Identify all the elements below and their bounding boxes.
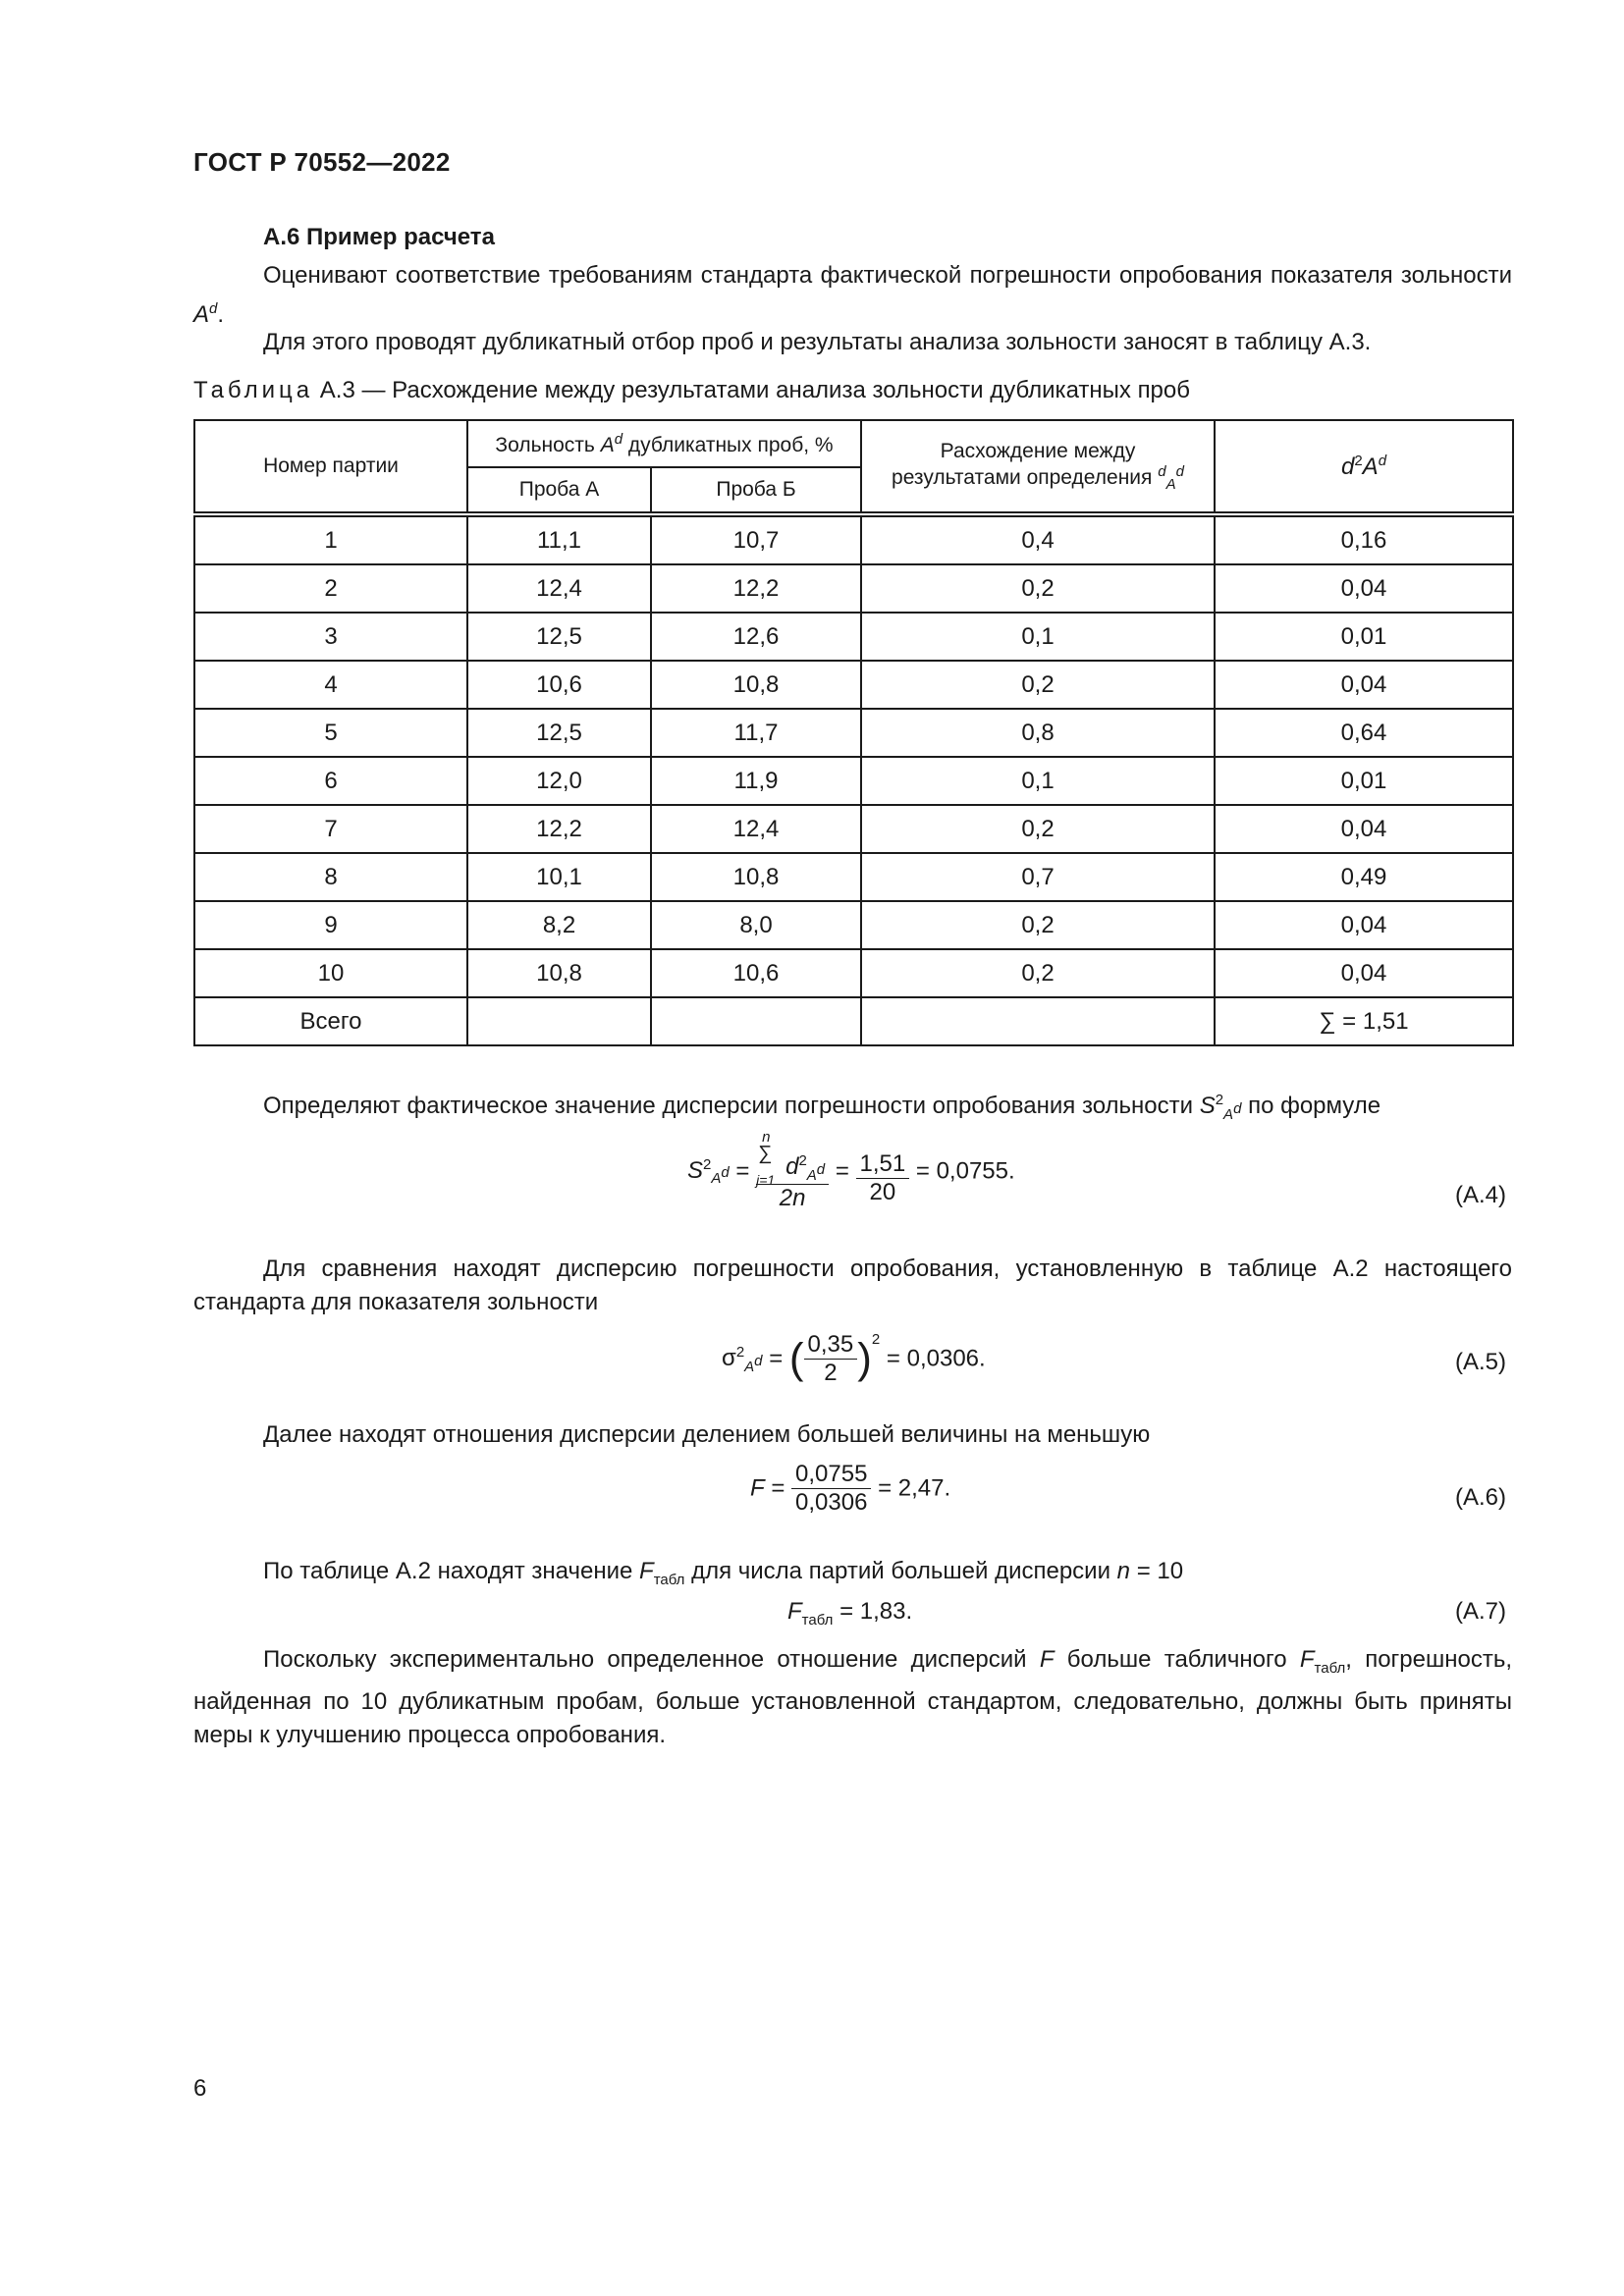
header-squared: $d^2A^d$ [1215, 420, 1513, 512]
table-cell-d2: 0,04 [1215, 661, 1513, 709]
table-cell-n: 2 [194, 564, 467, 613]
formula-a5: $\sigma^2_{A^d}$ = ( $\frac{0,35}{2}$ )$^2$ = 0,0306. [722, 1331, 986, 1387]
table-cell-a: 10,1 [467, 853, 651, 901]
table-cell-d2: 0,04 [1215, 564, 1513, 613]
page-number: 6 [193, 2075, 207, 2102]
table-caption: Таблица А.3 — Расхождение между результатами анализа зольности дубликатных проб [193, 377, 1190, 403]
table-body [194, 516, 1513, 1045]
formula-a4-number: (А.4) [1455, 1182, 1507, 1208]
table-row [194, 516, 1513, 564]
dispersion-paragraph: Определяют фактическое значение дисперсии погрешности опробования зольности $S^2_{A^d}$ по формуле [263, 1092, 1381, 1123]
total-empty-cell [651, 997, 861, 1045]
results-table [193, 419, 1514, 1046]
table-cell-b: 10,6 [651, 949, 861, 997]
table-cell-d: 0,1 [861, 613, 1215, 661]
total-label: Всего [194, 997, 467, 1045]
formula-a5-fraction: $\frac{0,35}{2}$ [804, 1331, 858, 1387]
table-cell-d2: 0,16 [1215, 516, 1513, 564]
formula-a4-value-fraction: $\frac{1,51}{20}$ [856, 1150, 910, 1206]
table-row [194, 853, 1513, 901]
table-row [194, 805, 1513, 853]
table-row [194, 661, 1513, 709]
table-cell-d: 0,4 [861, 516, 1215, 564]
table-cell-d: 0,2 [861, 949, 1215, 997]
table-cell-b: 11,7 [651, 709, 861, 757]
table-cell-n: 9 [194, 901, 467, 949]
formula-a4-sum-fraction: n ∑ j=1 $d^2_{A^d}$ 2n [756, 1131, 829, 1212]
table-row [194, 901, 1513, 949]
table-cell-b: 11,9 [651, 757, 861, 805]
table-row [194, 564, 1513, 613]
table-cell-a: 10,6 [467, 661, 651, 709]
table-row [194, 949, 1513, 997]
table-total-row [194, 997, 1513, 1045]
table-cell-n: 3 [194, 613, 467, 661]
table-cell-d: 0,2 [861, 661, 1215, 709]
table-cell-b: 8,0 [651, 901, 861, 949]
formula-a7: $F_{табл} = 1,83$. [787, 1598, 913, 1629]
formula-a6: F = $\frac{0,0755}{0,0306}$ = 2,47. [750, 1461, 951, 1516]
compare-paragraph: Для сравнения находят дисперсию погрешности опробования, установленную в таблице А.2 настоящего стандарта для показателя зольности [193, 1255, 1512, 1315]
table-cell-b: 12,2 [651, 564, 861, 613]
table-cell-n: 5 [194, 709, 467, 757]
section-title: А.6 Пример расчета [263, 224, 495, 250]
conclusion-paragraph: Поскольку экспериментально определенное отношение дисперсий F больше табличного $F_{табл}$, погрешность, найденная по 10 дубликатным пробам, больше установленной стандартом, следовательно, должны быть приняты меры к улучшению процесса опробования. [193, 1646, 1513, 1748]
table-row [194, 613, 1513, 661]
header-batch: Номер партии [194, 420, 467, 512]
table-cell-a: 11,1 [467, 516, 651, 564]
table-cell-a: 12,5 [467, 613, 651, 661]
table-cell-d: 0,2 [861, 805, 1215, 853]
table-lookup-paragraph: По таблице А.2 находят значение $F_{табл}$ для числа партий большей дисперсии n = 10 [263, 1558, 1184, 1588]
table-cell-d2: 0,64 [1215, 709, 1513, 757]
table-cell-d2: 0,04 [1215, 949, 1513, 997]
table-cell-n: 8 [194, 853, 467, 901]
table-cell-b: 10,7 [651, 516, 861, 564]
table-cell-n: 1 [194, 516, 467, 564]
formula-a7-number: (А.7) [1455, 1598, 1507, 1625]
formula-a6-number: (А.6) [1455, 1484, 1507, 1511]
table-cell-b: 10,8 [651, 661, 861, 709]
header-sample-a: Проба А [467, 467, 651, 512]
total-empty-cell [467, 997, 651, 1045]
table-cell-d2: 0,01 [1215, 757, 1513, 805]
table-cell-d: 0,1 [861, 757, 1215, 805]
table-cell-d: 0,8 [861, 709, 1215, 757]
table-cell-n: 6 [194, 757, 467, 805]
document-header: ГОСТ Р 70552—2022 [193, 147, 451, 177]
table-cell-d2: 0,04 [1215, 901, 1513, 949]
table-cell-n: 4 [194, 661, 467, 709]
table-cell-a: 8,2 [467, 901, 651, 949]
table-cell-a: 10,8 [467, 949, 651, 997]
table-cell-a: 12,0 [467, 757, 651, 805]
formula-a5-number: (А.5) [1455, 1349, 1507, 1375]
header-difference: Расхождение между результатами определения $^d_A^d$ [861, 420, 1215, 512]
table-cell-d: 0,7 [861, 853, 1215, 901]
table-cell-d: 0,2 [861, 564, 1215, 613]
table-cell-a: 12,2 [467, 805, 651, 853]
table-cell-d2: 0,01 [1215, 613, 1513, 661]
formula-a6-fraction: $\frac{0,0755}{0,0306}$ [791, 1461, 871, 1517]
formula-a4: $S^2_{A^d}$ = n ∑ j=1 $d^2_{A^d}$ 2n = $\frac{1,51}{20}$ = 0,0755. [687, 1129, 1015, 1211]
total-empty-cell [861, 997, 1215, 1045]
table-cell-n: 7 [194, 805, 467, 853]
table-cell-b: 12,4 [651, 805, 861, 853]
total-value: ∑ = 1,51 [1215, 997, 1513, 1045]
intro-paragraph-2: Для этого проводят дубликатный отбор проб и результаты анализа зольности заносят в таблицу А.3. [263, 329, 1372, 355]
table-cell-b: 12,6 [651, 613, 861, 661]
table-cell-b: 10,8 [651, 853, 861, 901]
header-ash-group: Зольность $A^d$ дубликатных проб, % [467, 420, 861, 467]
table-cell-d: 0,2 [861, 901, 1215, 949]
table-cell-n: 10 [194, 949, 467, 997]
header-sample-b: Проба Б [651, 467, 861, 512]
ratio-paragraph: Далее находят отношения дисперсии делением большей величины на меньшую [263, 1421, 1151, 1448]
table-cell-d2: 0,04 [1215, 805, 1513, 853]
table-cell-d2: 0,49 [1215, 853, 1513, 901]
table-cell-a: 12,4 [467, 564, 651, 613]
intro-paragraph-1: Оценивают соответствие требованиям стандарта фактической погрешности опробования показателя зольности $A^d$. [193, 262, 1512, 328]
table-row [194, 757, 1513, 805]
table-row [194, 709, 1513, 757]
table-cell-a: 12,5 [467, 709, 651, 757]
